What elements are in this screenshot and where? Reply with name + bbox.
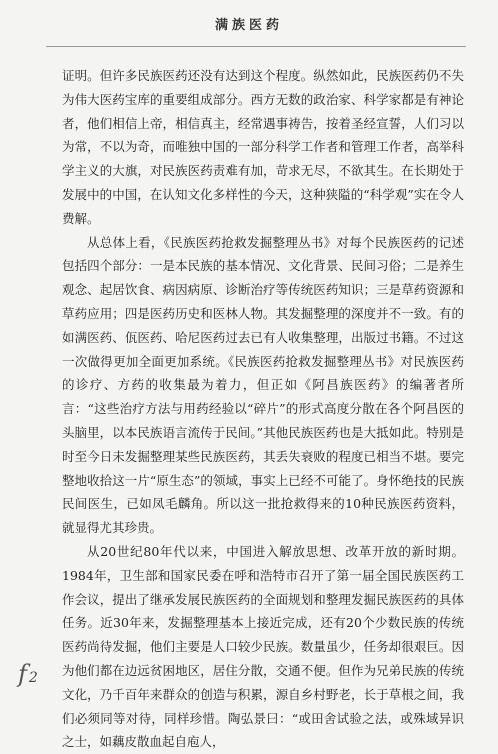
paragraph-2: 从总体上看，《民族医药抢救发掘整理丛书》对每个民族医药的记述包括四个部分：一是本民族的基本情况、文化背景、民间习俗；二是养生观念、起居饮食、病因病原、诊断治疗等传统医药知识；三是草药资源和草药应用；四是医药历史和医林人物。其发掘整理的深度并不一致。有的如满医药、佤医药、哈尼医药过去已有人收集整理，出版过书籍。不过这一次做得更加全面更加系统。《民族医药抢救发掘整理丛书》对民族医药的诊疗、方药的收集最为着力，但正如《阿昌族医药》的编著者所言：“这些治疗方法与用药经验以“碎片”的形式高度分散在各个阿昌医的头脑里，以本民族语言流传于民间。”其他民族医药也是大抵如此。特别是时至今日未发掘整理某些民族医药，其丢失衰败的程度已相当不堪。要完整地收拾这一片“原生态”的领域，事实上已经不可能了。身怀绝技的民族民间医生，已如凤毛麟角。所以这一批抢救得来的10种民族医药资料，就显得尤其珍贵。 bbox=[62, 234, 464, 536]
paragraph-1: 证明。但许多民族医药还没有达到这个程度。纵然如此，民族医药仍不失为伟大医药宝库的重要组成部分。西方无数的政治家、科学家都是有神论者，他们相信上帝，相信真主，经常遇事祷告，按着圣经宣誓，人们习以为常，不以为奇，而唯独中国的一部分科学工作者和管理工作者，高举科学主义的大旗，对民族医药责难有加，苛求无尽，不欲其生。在长期处于发展中的中国，在认知文化多样性的今天，这种狭隘的“科学观”实在令人费解。 bbox=[62, 68, 464, 226]
page-header bbox=[0, 14, 498, 33]
header-rule bbox=[46, 46, 466, 47]
page-number: 2 bbox=[28, 670, 38, 686]
body-text bbox=[62, 64, 464, 754]
page-footer bbox=[18, 660, 38, 688]
paragraph-3: 从20世纪80年代以来，中国进入解放思想、改革开放的新时期。1984年，卫生部和国家民委在呼和浩特市召开了第一届全国民族医药工作会议，提出了继承发展民族医药的全面规划和整理发掘民族医药的具体任务。近30年来，发掘整理基本上接近完成，还有20个少数民族的传统医药尚待发掘，他们主要是人口较少民族。数量虽少，任务却很艰巨。因为他们都在边远贫困地区，居住分散，交通不便。但作为兄弟民族的传统文化，乃千百年来群众的创造与积累，源自乡村野老，长于草根之间，我们必须同等对待，同样珍惜。陶弘景曰：“或田舍试验之法，或殊域异识之士，如藕皮散血起自庖人， bbox=[62, 543, 464, 750]
ornament-icon: f bbox=[18, 660, 27, 688]
running-title: 满族医药 bbox=[214, 18, 283, 33]
